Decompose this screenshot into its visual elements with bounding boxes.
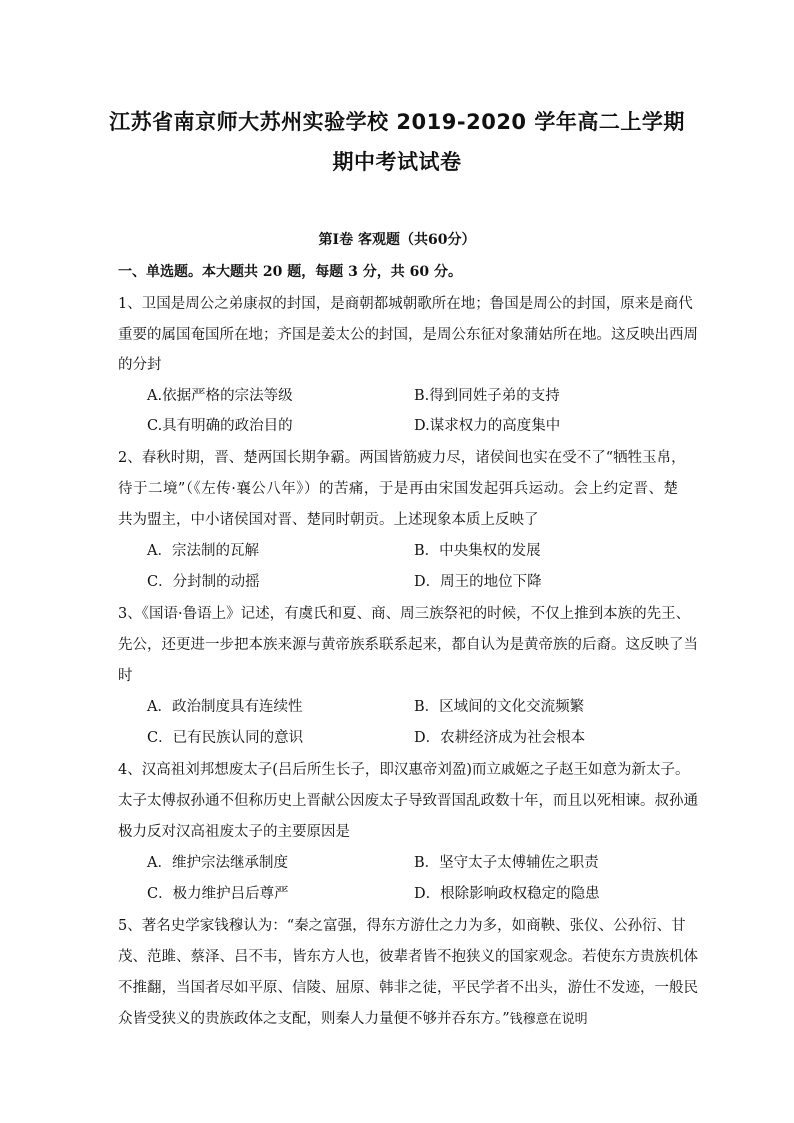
question-3-line-2: 先公，还更进一步把本族来源与黄帝族系联系起来，都自认为是黄帝族的后裔。这反映了当: [118, 637, 698, 653]
question-1-option-d[interactable]: D.谋求权力的高度集中: [414, 418, 561, 434]
question-5-line-4-text: 众皆受狭义的贵族政体之支配，则秦人力量便不够并吞东方。”: [118, 1011, 510, 1027]
question-2-option-c[interactable]: C．分封制的动摇: [147, 574, 260, 590]
question-5-line-3: 不推翻，当国者尽如平原、信陵、屈原、韩非之徒，平民学者不出头，游仕不发迹，一般民: [118, 980, 698, 996]
section-heading: 第Ⅰ卷 客观题（共60分）: [318, 232, 476, 248]
question-3-line-1: 3、《国语·鲁语上》记述，有虞氏和夏、商、周三族祭祀的时候，不仅上推到本族的先王、: [118, 606, 691, 622]
question-3-option-c[interactable]: C．已有民族认同的意识: [147, 730, 304, 746]
question-3-option-b[interactable]: B．区域间的文化交流频繁: [414, 699, 585, 715]
question-5-tail: 钱穆意在说明: [509, 1012, 588, 1027]
question-4-option-c[interactable]: C．极力维护吕后尊严: [147, 886, 289, 902]
question-4-option-d[interactable]: D．根除影响政权稳定的隐患: [414, 886, 600, 902]
question-3-line-3: 时: [118, 668, 133, 684]
question-1-option-a[interactable]: A.依据严格的宗法等级: [147, 388, 293, 404]
question-4-option-a[interactable]: A．维护宗法继承制度: [147, 855, 288, 871]
question-2-option-b[interactable]: B．中央集权的发展: [414, 543, 541, 559]
question-2-line-3: 共为盟主，中小诸侯国对晋、楚同时朝贡。上述现象本质上反映了: [118, 512, 539, 528]
question-4-option-b[interactable]: B．坚守太子太傅辅佐之职责: [414, 855, 599, 871]
question-5-line-4: [118, 1007, 588, 1028]
question-4-line-3: 极力反对汉高祖废太子的主要原因是: [118, 824, 350, 840]
question-4-line-1: 4、汉高祖刘邦想废太子(吕后所生长子，即汉惠帝刘盈)而立戚姬之子赵王如意为新太子。: [118, 762, 690, 778]
question-2-option-d[interactable]: D．周王的地位下降: [414, 574, 542, 590]
question-2-option-a[interactable]: A．宗法制的瓦解: [147, 543, 259, 559]
exam-title-line1: 江苏省南京师大苏州实验学校 2019-2020 学年高二上学期: [109, 110, 685, 134]
question-5-line-2: 茂、范雎、蔡泽、吕不韦，皆东方人也，彼辈者皆不抱狭义的国家观念。若使东方贵族机体: [118, 949, 698, 965]
question-1-line-2: 重要的属国奄国所在地；齐国是姜太公的封国，是周公东征对象蒲姑所在地。这反映出西周: [118, 327, 698, 343]
question-1-option-b[interactable]: B.得到同姓子弟的支持: [414, 388, 560, 404]
question-2-line-1: 2、春秋时期，晋、楚两国长期争霸。两国皆筋疲力尽，诸侯间也实在受不了“牺牲玉帛，: [118, 450, 686, 466]
question-5-line-1: 5、著名史学家钱穆认为：“秦之富强，得东方游仕之力为多，如商鞅、张仪、公孙衍、甘: [118, 918, 686, 934]
exam-title-line2: 期中考试试卷: [332, 150, 462, 174]
question-1-line-3: 的分封: [118, 357, 162, 373]
question-1-line-1: 1、卫国是周公之弟康叔的封国，是商朝都城朝歌所在地；鲁国是周公的封国，原来是商代: [118, 296, 693, 312]
question-3-option-a[interactable]: A．政治制度具有连续性: [147, 699, 303, 715]
instructions: 一、单选题。本大题共 20 题，每题 3 分，共 60 分。: [118, 264, 462, 280]
question-4-line-2: 太子太傅叔孙通不但称历史上晋献公因废太子导致晋国乱政数十年，而且以死相谏。叔孙通: [118, 793, 698, 809]
question-2-line-2: 待于二境”（《左传·襄公八年》）的苦痛，于是再由宋国发起弭兵运动。会上约定晋、楚: [118, 481, 678, 497]
question-1-option-c[interactable]: C.具有明确的政治目的: [147, 418, 293, 434]
question-3-option-d[interactable]: D．农耕经济成为社会根本: [414, 730, 586, 746]
